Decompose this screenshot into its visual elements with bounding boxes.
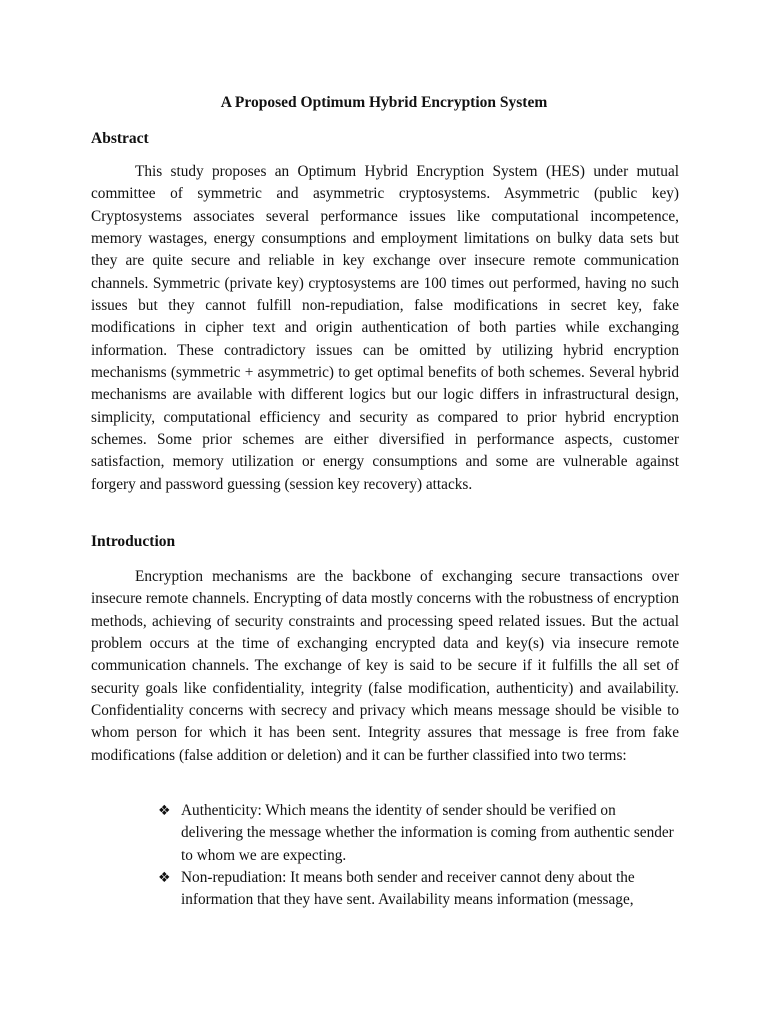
list-item xyxy=(158,800,678,867)
bullet-list xyxy=(158,800,678,912)
introduction-heading: Introduction xyxy=(91,533,176,550)
four-diamond-bullet-icon: ❖ xyxy=(158,803,171,819)
paper-title: A Proposed Optimum Hybrid Encryption System xyxy=(220,94,548,111)
bullet-text-authenticity: Authenticity: Which means the identity of sender should be verified on delivering the message whether the information is coming from authentic sender to whom we are expecting. xyxy=(181,802,674,864)
list-item xyxy=(158,867,678,912)
introduction-paragraph: Encryption mechanisms are the backbone of exchanging secure transactions over insecure remote channels. Encrypting of data mostly concerns with the robustness of encryption methods, achieving of security constraints and processing speed related issues. But the actual problem occurs at the time of exchanging encrypted data and key(s) via insecure remote communication channels. The exchange of key is said to be secure if it fulfills the all set of security goals like confidentiality, integrity (false modification, authenticity) and availability. Confidentiality concerns with secrecy and privacy which means message should be visible to whom person for which it has been sent. Integrity assures that message is free from fake modifications (false addition or deletion) and it can be further classified into two terms: xyxy=(91,568,679,764)
abstract-paragraph: This study proposes an Optimum Hybrid Encryption System (HES) under mutual committee of symmetric and asymmetric cryptosystems. Asymmetric (public key) Cryptosystems associates several performance issues like computational incompetence, memory wastages, energy consumptions and employment limitations on bulky data sets but they are quite secure and reliable in key exchange over insecure remote communication channels. Symmetric (private key) cryptosystems are 100 times out performed, having no such issues but they cannot fulfill non-repudiation, false modifications in secret key, fake modifications in cipher text and origin authentication of both parties while exchanging information. These contradictory issues can be omitted by utilizing hybrid encryption mechanisms (symmetric + asymmetric) to get optimal benefits of both schemes. Several hybrid mechanisms are available with different logics but our logic differs in infrastructural design, simplicity, computational efficiency and security as compared to prior hybrid encryption schemes. Some prior schemes are either diversified in performance aspects, customer satisfaction, memory utilization or energy consumptions and some are vulnerable against forgery and password guessing (session key recovery) attacks. xyxy=(91,163,679,493)
four-diamond-bullet-icon: ❖ xyxy=(158,870,171,887)
abstract-heading: Abstract xyxy=(91,130,149,147)
bullet-text-non-repudiation: Non-repudiation: It means both sender and receiver cannot deny about the information that they have sent. Availability means information (message, xyxy=(181,869,635,909)
